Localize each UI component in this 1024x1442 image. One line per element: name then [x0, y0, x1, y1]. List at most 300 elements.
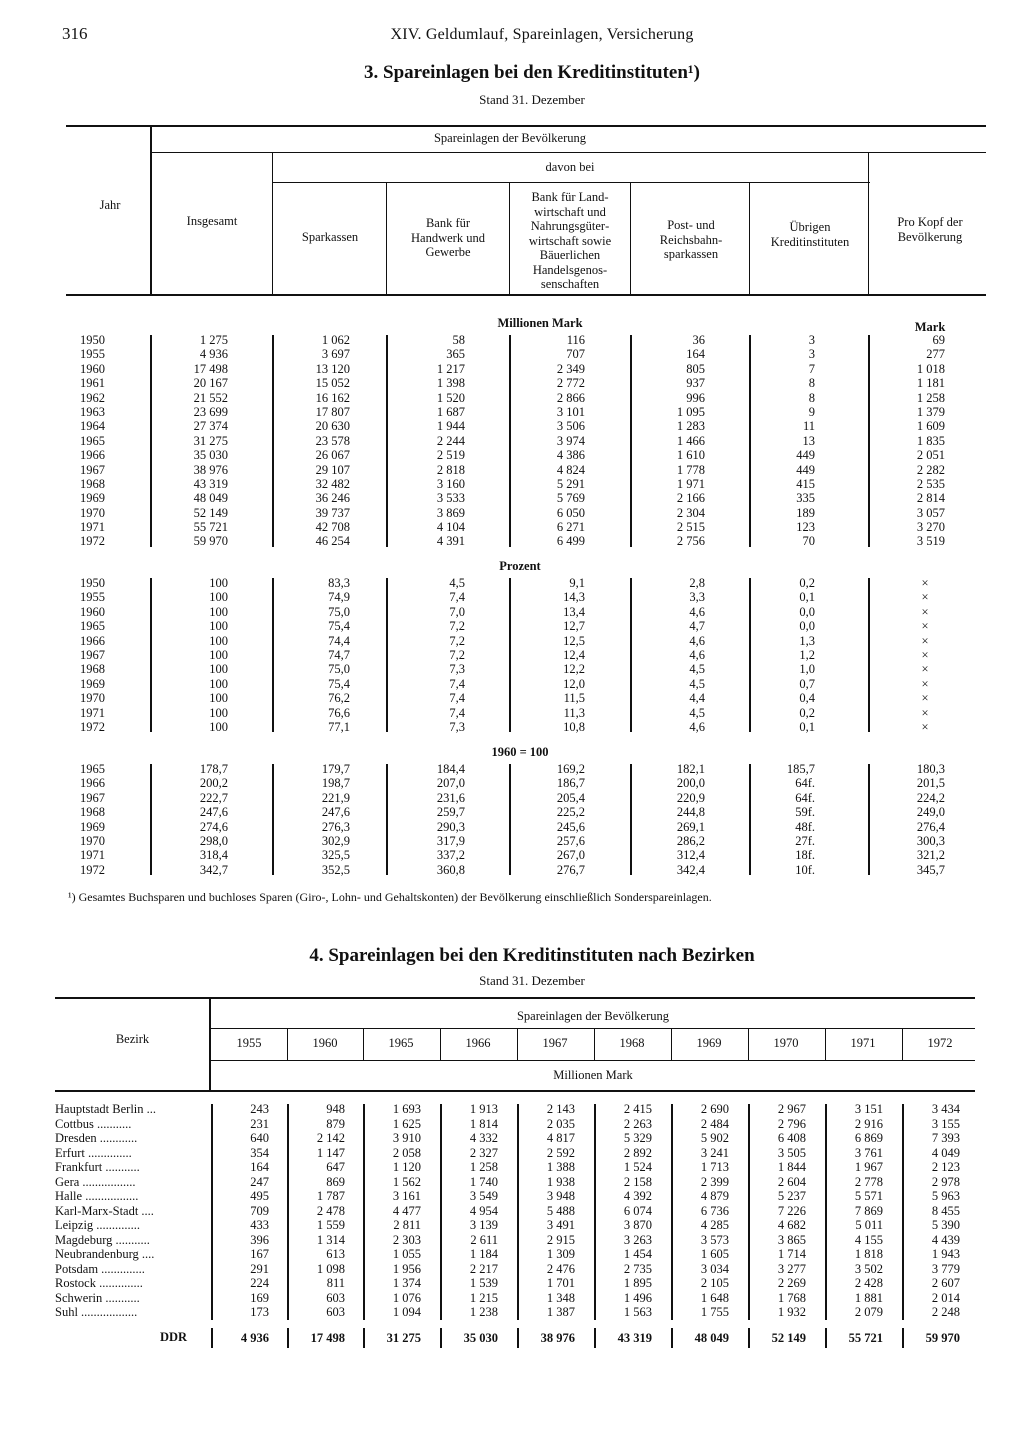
- value-cell: 613: [326, 1247, 345, 1261]
- value-cell: 189: [796, 505, 815, 520]
- value-cell: 167: [250, 1247, 269, 1261]
- value-cell: 6 271: [556, 520, 585, 535]
- value-cell: 27f.: [795, 833, 815, 848]
- table4-year-header: 1971: [850, 1036, 876, 1050]
- value-cell: 325,5: [321, 848, 350, 863]
- value-cell: 1 314: [316, 1232, 345, 1247]
- value-cell: 10f.: [795, 862, 815, 877]
- value-cell: 75,4: [328, 619, 350, 634]
- value-cell: 2 158: [623, 1174, 652, 1189]
- table4-year-header: 1966: [465, 1036, 491, 1050]
- value-cell: 100: [209, 619, 228, 634]
- value-cell: 43 319: [193, 476, 228, 491]
- value-cell: 31 275: [193, 433, 228, 448]
- value-cell: 1 184: [469, 1247, 498, 1261]
- value-cell: 23 578: [315, 433, 350, 448]
- value-cell: 2 476: [546, 1261, 575, 1276]
- value-cell: 2 478: [316, 1203, 345, 1218]
- header-insgesamt: Insgesamt: [186, 214, 238, 228]
- year-cell: 1966: [80, 633, 105, 648]
- value-cell: 3 573: [700, 1232, 729, 1247]
- value-cell: 1 055: [392, 1247, 421, 1261]
- value-cell: 3: [808, 333, 815, 347]
- year-cell: 1955: [80, 347, 105, 362]
- value-cell: 173: [250, 1305, 269, 1319]
- value-cell: 1 539: [469, 1276, 498, 1290]
- value-cell: 1 098: [316, 1261, 345, 1276]
- value-cell: 5 390: [931, 1218, 960, 1232]
- value-cell: 4 392: [623, 1189, 652, 1203]
- value-cell: 1 881: [854, 1290, 883, 1305]
- value-cell: 7,4: [449, 590, 465, 605]
- value-cell: 1 701: [546, 1276, 575, 1290]
- table4-bezirk-column: [55, 1102, 205, 1320]
- value-cell: 2 978: [931, 1174, 960, 1189]
- section2-uebrige-column: [725, 576, 815, 734]
- value-cell: 3 948: [546, 1189, 575, 1203]
- section2-prokopf-column: [895, 576, 955, 734]
- value-cell: 59f.: [795, 805, 815, 820]
- value-cell: 13 120: [315, 361, 350, 376]
- value-cell: 247,6: [321, 805, 350, 820]
- value-cell: ×: [921, 662, 929, 677]
- value-cell: 640: [250, 1131, 269, 1145]
- value-cell: 2 778: [854, 1174, 883, 1189]
- value-cell: 48 049: [193, 491, 228, 506]
- value-cell: 4,6: [689, 633, 705, 648]
- bezirk-label: Cottbus ...........: [55, 1116, 132, 1131]
- value-cell: 4,5: [689, 705, 705, 720]
- value-cell: 4 824: [556, 462, 585, 477]
- value-cell: 1 258: [916, 390, 945, 405]
- value-cell: 70: [802, 534, 815, 549]
- value-cell: 205,4: [556, 790, 585, 805]
- header-post: Post- und Reichsbahnsparkassen: [659, 218, 723, 261]
- value-cell: 2 217: [469, 1261, 498, 1276]
- value-cell: 27 374: [193, 419, 228, 434]
- value-cell: 198,7: [321, 776, 350, 791]
- section1-years: [80, 333, 105, 549]
- value-cell: 100: [209, 590, 228, 605]
- value-cell: 2 142: [316, 1131, 345, 1145]
- value-cell: 164: [686, 347, 705, 362]
- section1-insgesamt-column: [138, 333, 228, 549]
- value-cell: 302,9: [321, 833, 350, 848]
- section1-unit: Millionen Mark: [497, 316, 583, 330]
- value-cell: 1 835: [916, 433, 945, 448]
- value-cell: 12,0: [563, 676, 585, 691]
- value-cell: 3 779: [931, 1261, 960, 1276]
- table3-title: 3. Spareinlagen bei den Kreditinstituten¹): [364, 62, 700, 83]
- value-cell: 1 895: [623, 1276, 652, 1290]
- bezirk-label: Dresden ............: [55, 1131, 138, 1145]
- table4-year-header: 1960: [312, 1036, 338, 1050]
- value-cell: 2 735: [623, 1261, 652, 1276]
- value-cell: 8: [808, 376, 815, 391]
- value-cell: 247,6: [199, 805, 228, 820]
- value-cell: 1 215: [469, 1290, 498, 1305]
- value-cell: 1 348: [546, 1290, 575, 1305]
- value-cell: 337,2: [436, 848, 465, 863]
- value-cell: 20 167: [193, 376, 228, 391]
- value-cell: 345,7: [916, 862, 945, 877]
- value-cell: 4 936: [199, 347, 228, 362]
- value-cell: 5 291: [556, 476, 585, 491]
- value-cell: 7,2: [449, 633, 465, 648]
- value-cell: 4,6: [689, 719, 705, 734]
- year-cell: 1968: [80, 662, 105, 677]
- value-cell: 5 329: [623, 1131, 652, 1145]
- header-sparkassen: Sparkassen: [301, 230, 359, 244]
- value-cell: 9: [808, 404, 815, 419]
- table4-year-header: 1965: [388, 1036, 414, 1050]
- value-cell: 269,1: [676, 819, 705, 834]
- value-cell: 7 869: [854, 1203, 883, 1218]
- value-cell: 16 162: [315, 390, 350, 405]
- value-cell: 286,2: [676, 833, 705, 848]
- value-cell: 996: [686, 390, 705, 405]
- value-cell: 4 386: [556, 448, 585, 463]
- value-cell: 7,2: [449, 619, 465, 634]
- value-cell: 277: [926, 347, 945, 362]
- section2-years: [80, 576, 105, 734]
- table3-header-divider: [868, 152, 869, 295]
- section1-unit-right: Mark: [914, 320, 946, 334]
- value-cell: 2 415: [623, 1102, 652, 1116]
- value-cell: 7 393: [931, 1131, 960, 1145]
- value-cell: 1,3: [799, 633, 815, 648]
- value-cell: 1 625: [392, 1116, 421, 1131]
- value-cell: 221,9: [321, 790, 350, 805]
- value-cell: ×: [921, 590, 929, 605]
- value-cell: 222,7: [199, 790, 228, 805]
- table3-header-divider: [150, 125, 152, 295]
- year-cell: 1972: [80, 719, 105, 734]
- value-cell: 42 708: [315, 520, 350, 535]
- value-cell: 1 283: [676, 419, 705, 434]
- year-cell: 1967: [80, 647, 105, 662]
- table4-header-divider: [594, 1028, 595, 1060]
- value-cell: 2 166: [676, 491, 705, 506]
- value-cell: 6 736: [700, 1203, 729, 1218]
- value-cell: 3 034: [700, 1261, 729, 1276]
- value-cell: 12,7: [563, 619, 585, 634]
- table4-year-column: [594, 1102, 652, 1320]
- value-cell: 1 778: [676, 462, 705, 477]
- value-cell: 8 455: [931, 1203, 960, 1218]
- value-cell: 10,8: [563, 719, 585, 734]
- value-cell: 1 687: [436, 404, 465, 419]
- value-cell: 3,3: [689, 590, 705, 605]
- value-cell: 69: [932, 333, 945, 347]
- table4-year-column: [440, 1102, 498, 1320]
- year-cell: 1966: [80, 448, 105, 463]
- value-cell: 1 610: [676, 448, 705, 463]
- total-cell: 38 976: [540, 1331, 575, 1345]
- value-cell: 1 181: [916, 376, 945, 391]
- bezirk-label: Halle .................: [55, 1189, 139, 1203]
- value-cell: 11,3: [563, 705, 585, 720]
- value-cell: 7,0: [449, 604, 465, 619]
- value-cell: 100: [209, 604, 228, 619]
- section3-insgesamt-column: [138, 762, 228, 877]
- value-cell: 879: [326, 1116, 345, 1131]
- section2-sparkassen-column: [260, 576, 350, 734]
- header-group: Spareinlagen der Bevölkerung: [433, 131, 587, 145]
- value-cell: 100: [209, 719, 228, 734]
- section3-bank_landwirtschaft-column: [495, 762, 585, 877]
- value-cell: 75,0: [328, 604, 350, 619]
- value-cell: 6 408: [777, 1131, 806, 1145]
- value-cell: 647: [326, 1160, 345, 1174]
- value-cell: 1 520: [436, 390, 465, 405]
- section1-post-column: [615, 333, 705, 549]
- value-cell: 35 030: [193, 448, 228, 463]
- value-cell: 224,2: [916, 790, 945, 805]
- value-cell: 100: [209, 633, 228, 648]
- value-cell: 224: [250, 1276, 269, 1290]
- value-cell: 76,2: [328, 691, 350, 706]
- value-cell: 3 505: [777, 1145, 806, 1160]
- value-cell: 2 303: [392, 1232, 421, 1247]
- value-cell: 318,4: [199, 848, 228, 863]
- value-cell: 300,3: [916, 833, 945, 848]
- value-cell: 116: [566, 333, 585, 347]
- value-cell: 1 309: [546, 1247, 575, 1261]
- value-cell: 7,3: [449, 719, 465, 734]
- value-cell: 247: [250, 1174, 269, 1189]
- value-cell: 17 498: [193, 361, 228, 376]
- value-cell: 257,6: [556, 833, 585, 848]
- table4-unit: Millionen Mark: [553, 1068, 633, 1082]
- value-cell: 9,1: [569, 576, 585, 590]
- value-cell: 6 050: [556, 505, 585, 520]
- value-cell: 3 139: [469, 1218, 498, 1232]
- year-cell: 1970: [80, 833, 105, 848]
- value-cell: 3: [808, 347, 815, 362]
- table3-davon-rule: [272, 182, 870, 183]
- value-cell: 4 285: [700, 1218, 729, 1232]
- value-cell: 169,2: [556, 762, 585, 776]
- value-cell: 7: [808, 361, 815, 376]
- value-cell: 4 104: [436, 520, 465, 535]
- value-cell: 200,2: [199, 776, 228, 791]
- value-cell: 201,5: [916, 776, 945, 791]
- table4-header-divider: [902, 1028, 903, 1060]
- year-cell: 1970: [80, 691, 105, 706]
- value-cell: 3 491: [546, 1218, 575, 1232]
- total-cell: 17 498: [310, 1331, 345, 1345]
- value-cell: 1 814: [469, 1116, 498, 1131]
- table4-year-header: 1955: [236, 1036, 262, 1050]
- value-cell: 36: [692, 333, 705, 347]
- value-cell: 2 814: [916, 491, 945, 506]
- table4-year-column: [825, 1102, 883, 1320]
- value-cell: 0,0: [799, 619, 815, 634]
- value-cell: 29 107: [315, 462, 350, 477]
- bezirk-label: Erfurt ..............: [55, 1145, 132, 1160]
- value-cell: 1 844: [777, 1160, 806, 1174]
- table3-header-divider: [630, 182, 631, 295]
- value-cell: 7,4: [449, 676, 465, 691]
- value-cell: 1 932: [777, 1305, 806, 1319]
- year-cell: 1967: [80, 790, 105, 805]
- value-cell: 4,5: [689, 676, 705, 691]
- value-cell: 64f.: [795, 790, 815, 805]
- value-cell: 1 818: [854, 1247, 883, 1261]
- value-cell: 1 740: [469, 1174, 498, 1189]
- value-cell: 186,7: [556, 776, 585, 791]
- value-cell: 4,5: [449, 576, 465, 590]
- page-number: 316: [62, 24, 88, 43]
- value-cell: 342,7: [199, 862, 228, 877]
- value-cell: 2 244: [436, 433, 465, 448]
- value-cell: 3 277: [777, 1261, 806, 1276]
- value-cell: 75,0: [328, 662, 350, 677]
- bezirk-label: Hauptstadt Berlin ...: [55, 1102, 157, 1116]
- value-cell: 179,7: [321, 762, 350, 776]
- value-cell: 2 818: [436, 462, 465, 477]
- total-cell: 4 936: [240, 1331, 269, 1345]
- value-cell: 13,4: [563, 604, 585, 619]
- value-cell: 12,4: [563, 647, 585, 662]
- value-cell: 4 332: [469, 1131, 498, 1145]
- value-cell: 707: [566, 347, 585, 362]
- value-cell: 2 035: [546, 1116, 575, 1131]
- table4-year-header: 1972: [927, 1036, 953, 1050]
- value-cell: 11,5: [563, 691, 585, 706]
- table4-header-divider: [748, 1028, 749, 1060]
- value-cell: 7 226: [777, 1203, 806, 1218]
- value-cell: 52 149: [193, 505, 228, 520]
- section1-prokopf-column: [855, 333, 945, 549]
- value-cell: 55 721: [193, 520, 228, 535]
- year-cell: 1960: [80, 604, 105, 619]
- value-cell: 5 237: [777, 1189, 806, 1203]
- section3-uebrige-column: [725, 762, 815, 877]
- value-cell: 5 571: [854, 1189, 883, 1203]
- value-cell: 495: [250, 1189, 269, 1203]
- value-cell: 0,4: [799, 691, 815, 706]
- value-cell: 6 074: [623, 1203, 652, 1218]
- value-cell: 1 524: [623, 1160, 652, 1174]
- section3-unit: 1960 = 100: [491, 745, 549, 759]
- bezirk-label: Magdeburg ...........: [55, 1232, 150, 1247]
- value-cell: 1 913: [469, 1102, 498, 1116]
- value-cell: 709: [250, 1203, 269, 1218]
- value-cell: 1 943: [931, 1247, 960, 1261]
- value-cell: 3 761: [854, 1145, 883, 1160]
- value-cell: 12,5: [563, 633, 585, 648]
- value-cell: 3 865: [777, 1232, 806, 1247]
- value-cell: 3 270: [916, 520, 945, 535]
- value-cell: 1 258: [469, 1160, 498, 1174]
- section3-years: [80, 762, 105, 877]
- table4-year-header: 1967: [542, 1036, 568, 1050]
- value-cell: 2 484: [700, 1116, 729, 1131]
- value-cell: 207,0: [436, 776, 465, 791]
- value-cell: 1 713: [700, 1160, 729, 1174]
- value-cell: 1 605: [700, 1247, 729, 1261]
- value-cell: 2 269: [777, 1276, 806, 1290]
- value-cell: 231: [250, 1116, 269, 1131]
- value-cell: 182,1: [676, 762, 705, 776]
- header-bank-landwirtschaft: Bank für Landwirtschaft und Nahrungsgüterwirtschaft sowie Bäuerlichen Handelsgenossenschaften: [528, 190, 612, 291]
- value-cell: 2 892: [623, 1145, 652, 1160]
- value-cell: 1 768: [777, 1290, 806, 1305]
- value-cell: 4,6: [689, 604, 705, 619]
- value-cell: 3 161: [392, 1189, 421, 1203]
- value-cell: 2 811: [393, 1218, 421, 1232]
- value-cell: 2 592: [546, 1145, 575, 1160]
- value-cell: 2 866: [556, 390, 585, 405]
- value-cell: 352,5: [321, 862, 350, 877]
- value-cell: 4 954: [469, 1203, 498, 1218]
- value-cell: 1 714: [777, 1247, 806, 1261]
- value-cell: 20 630: [315, 419, 350, 434]
- year-cell: 1966: [80, 776, 105, 791]
- table4-header-divider: [363, 1028, 364, 1060]
- value-cell: 3 151: [854, 1102, 883, 1116]
- value-cell: 6 869: [854, 1131, 883, 1145]
- year-cell: 1967: [80, 462, 105, 477]
- table4-year-header: 1968: [619, 1036, 645, 1050]
- year-cell: 1969: [80, 819, 105, 834]
- table4-header-bezirk: Bezirk: [115, 1032, 150, 1046]
- value-cell: 2 304: [676, 505, 705, 520]
- section2-bank_landwirtschaft-column: [495, 576, 585, 734]
- value-cell: 1 562: [392, 1174, 421, 1189]
- year-cell: 1972: [80, 862, 105, 877]
- value-cell: ×: [921, 647, 929, 662]
- value-cell: 290,3: [436, 819, 465, 834]
- value-cell: 2 967: [777, 1102, 806, 1116]
- value-cell: 1 563: [623, 1305, 652, 1319]
- table4-top-rule: [55, 997, 975, 999]
- value-cell: 220,9: [676, 790, 705, 805]
- total-cell: 52 149: [771, 1331, 806, 1345]
- value-cell: 225,2: [556, 805, 585, 820]
- header-bank-handwerk: Bank für Handwerk und Gewerbe: [411, 216, 485, 259]
- value-cell: 26 067: [315, 448, 350, 463]
- value-cell: 2 105: [700, 1276, 729, 1290]
- value-cell: 0,1: [799, 719, 815, 734]
- value-cell: 276,3: [321, 819, 350, 834]
- value-cell: 4 049: [931, 1145, 960, 1160]
- section1-bank_landwirtschaft-column: [495, 333, 585, 549]
- value-cell: 100: [209, 676, 228, 691]
- value-cell: 11: [802, 419, 815, 434]
- year-cell: 1962: [80, 390, 105, 405]
- table4-header-divider: [671, 1028, 672, 1060]
- value-cell: 13: [802, 433, 815, 448]
- table4-header-bottom-rule: [55, 1090, 975, 1092]
- value-cell: 433: [250, 1218, 269, 1232]
- value-cell: 1 094: [392, 1305, 421, 1319]
- table4-header-group: Spareinlagen der Bevölkerung: [516, 1009, 670, 1023]
- value-cell: 4 439: [931, 1232, 960, 1247]
- table4-years-rule: [211, 1060, 975, 1061]
- value-cell: 1 454: [623, 1247, 652, 1261]
- section2-insgesamt-column: [138, 576, 228, 734]
- value-cell: 243: [250, 1102, 269, 1116]
- value-cell: 245,6: [556, 819, 585, 834]
- table4-year-column: [671, 1102, 729, 1320]
- value-cell: 342,4: [676, 862, 705, 877]
- value-cell: 354: [250, 1145, 269, 1160]
- value-cell: 4 155: [854, 1232, 883, 1247]
- value-cell: 2 051: [916, 448, 945, 463]
